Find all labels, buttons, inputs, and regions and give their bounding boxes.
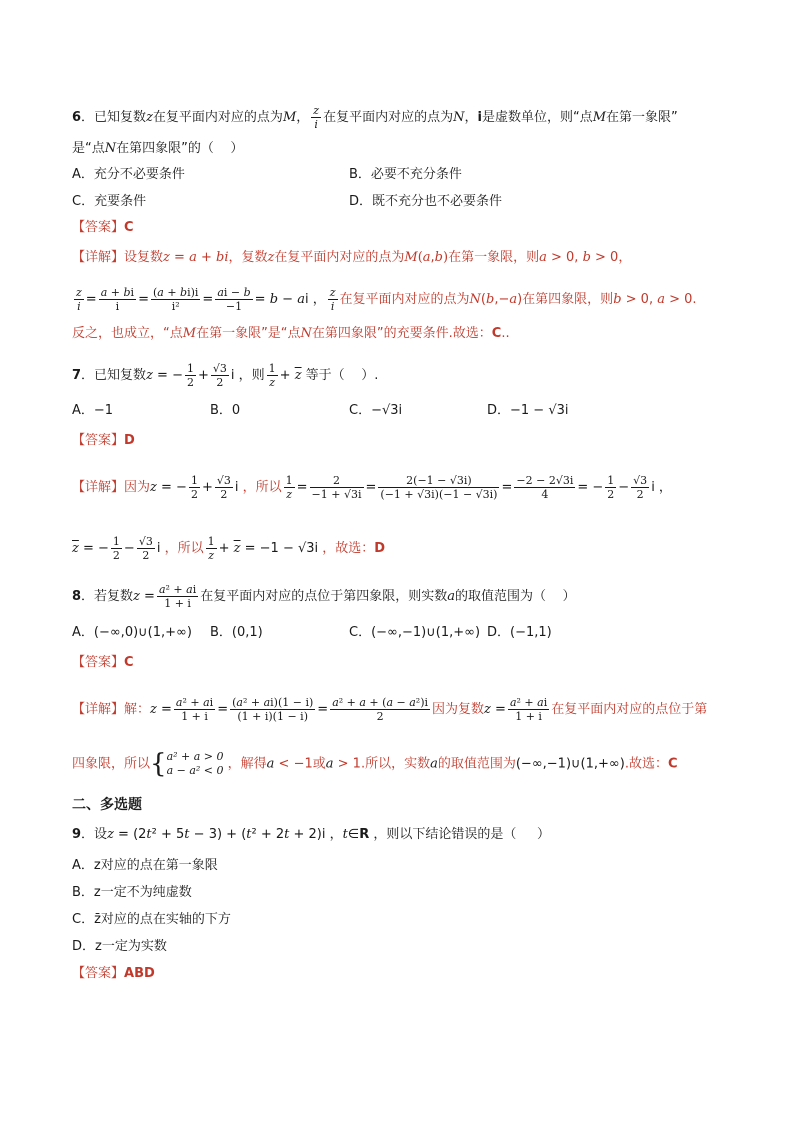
q6-answer [72,219,134,237]
q6-option-d: D．既不充分也不必要条件 [349,194,503,209]
q7-stem: 7．已知复数z = − $\frac{1}{2}$ + $\frac{√3}{2}$ i ，则 $\frac{1}{z}$ + $\overline{z}$ 等于（ ）. [72,362,379,389]
q6-detail-line3: 反之，也成立，“点M在第一象限”是“点N在第四象限”的充要条件.故选：C.. [72,326,510,341]
answer-label: 【答案】 [72,433,125,448]
q7-option-d: D．−1 − √3i [487,403,569,418]
answer-value: ABD [124,966,155,981]
q7-option-c: C．−√3i [349,403,403,418]
answer-label: 【答案】 [72,220,125,235]
q7-option-a: A．−1 [72,403,114,418]
q6-detail-line1: 【详解】设复数z = a + bi，复数z在复平面内对应的点为M(a,b)在第一象限，则a > 0, b > 0， [72,250,632,265]
q9-option-b: B．z一定不为纯虚数 [72,885,192,900]
q8-detail-line1: 【详解】解：z = $\frac{\text{a² + ai}}{1 + i}$ = $\frac{\text{(a² + ai)(1 − i)}}{(1 + i)(1 - i)}$ = $\frac{\text{a² + a + (a − a²)i}}{2}$ 因为复数z = $\frac{\text{a² + ai}}{1 + i}$ 在复平面内对应的点位于第 [72,696,708,723]
q9-stem: 9．设z = (2t² + 5t − 3) + (t² + 2t + 2)i ，t∈R ，则以下结论错误的是（ ） [72,827,550,842]
q6-detail-line2: $\frac{z}{i}$ = $\frac{a + bi}{i}$ = $\frac{(a + bi)i}{\text{i²}}$ = $\frac{ai - b}{-1}$ = b − ai ， $\frac{z}{i}$ 在复平面内对应的点为N(b,−a)在第四象限，则b > 0, a > 0. [76,286,697,313]
q9-option-c: C．z̄对应的点在实轴的下方 [72,912,231,927]
answer-value: D [124,433,135,448]
q7-detail-line2: $\overline{z}$ = − $\frac{1}{2}$ − $\frac{√3}{2}$ i ，所以 $\frac{1}{z}$ + $\overline{z} = -1 - √3i$ ，故选：D [72,535,386,562]
q7-detail-line1: 【详解】因为z = − $\frac{1}{2}$ + $\frac{√3}{2}$ i ，所以 $\frac{1}{z}$ = $\frac{2}{-1 + √3i}$ = $\frac{2(-1 - √3i)}{(-1 + √3i)(-1 - √3i)}$ = $\frac{-2 - 2√3i}{4}$ = − $\frac{1}{2}$ − $\frac{√3}{2}$ i ， [72,474,672,501]
q8-option-a: A．(−∞,0)∪(1,+∞) [72,625,192,640]
q8-option-b: B．(0,1) [210,625,263,640]
q8-stem: 8．若复数z = $\frac{\text{a² + ai}}{1 + i}$ 在复平面内对应的点位于第四象限，则实数a的取值范围为（ ） [72,583,576,610]
answer-value: C [124,220,134,235]
q7-answer [72,432,135,450]
q6-option-c: C．充要条件 [72,194,147,209]
q9-option-a: A．z对应的点在第一象限 [72,858,218,873]
answer-label: 【答案】 [72,655,125,670]
q8-answer [72,654,134,672]
q9-option-d: D．z一定为实数 [72,939,167,954]
q6-option-b: B．必要不充分条件 [349,167,462,182]
q8-option-d: D．(−1,1) [487,625,552,640]
answer-value: C [124,655,134,670]
answer-label: 【答案】 [72,966,125,981]
q9-answer [72,965,155,983]
q6-stem-line2: 是“点N在第四象限”的（ ） [72,141,244,156]
q7-option-b: B．0 [210,403,241,418]
section-heading: 二、多选题 [72,797,142,813]
q8-option-c: C．(−∞,−1)∪(1,+∞) [349,625,481,640]
q8-detail-line2: 四象限，所以{ a² + a > 0 a − a² < 0 ，解得a < −1或a > 1.所以，实数a的取值范围为(−∞,−1)∪(1,+∞).故选：C [72,749,678,779]
q6-stem-line1: 6．已知复数z在复平面内对应的点为M， $\frac{z}{i}$ 在复平面内对应的点为N，i是虚数单位，则“点M在第一象限” [72,104,678,131]
q6-option-a: A．充分不必要条件 [72,167,185,182]
